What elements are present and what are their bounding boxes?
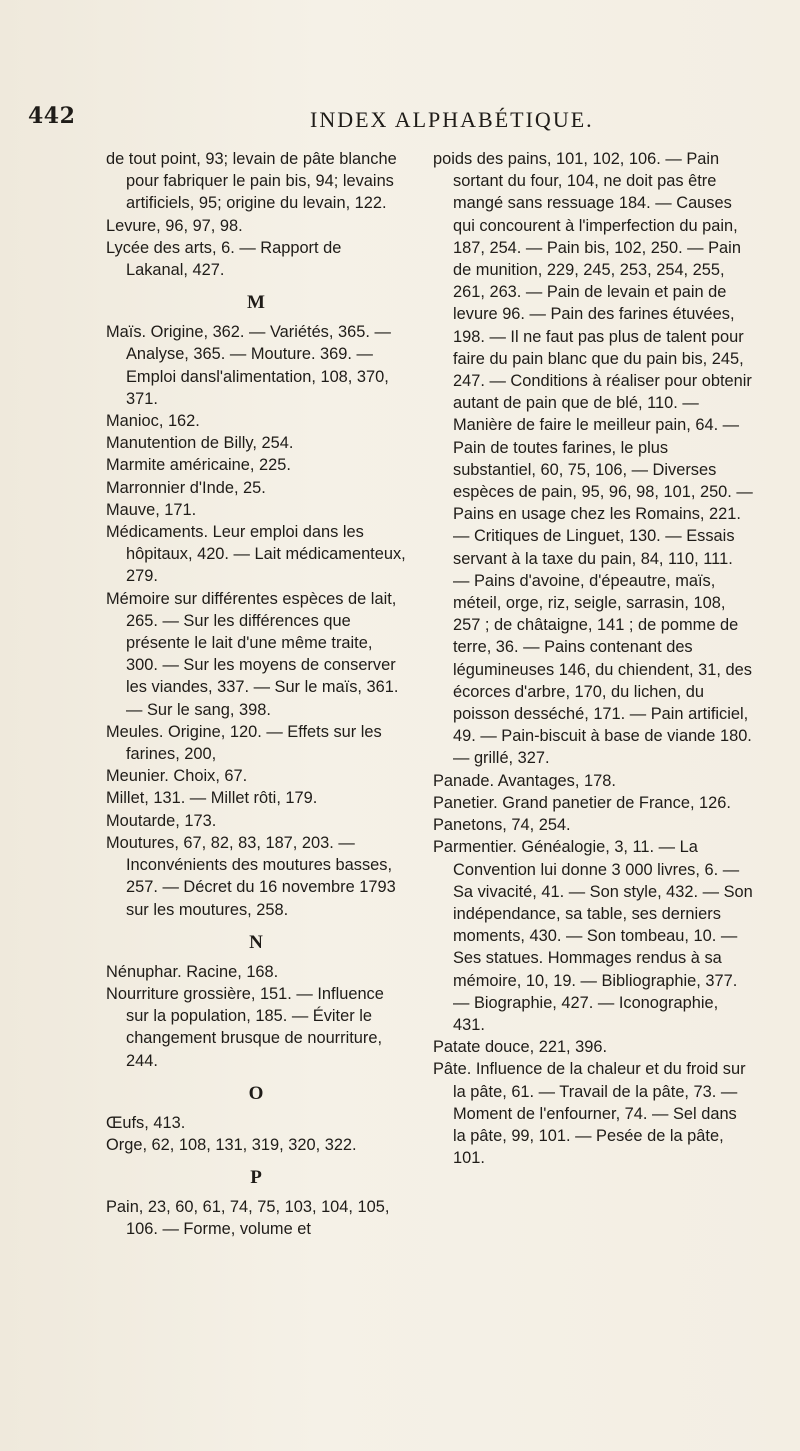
- index-entry: Parmentier. Généalogie, 3, 11. — La Convention lui donne 3 000 livres, 6. — Sa vivacité, 41. — Son style, 432. — Son indépendance, sa table, ses derniers moments, 430. — Son tombeau, 10. — Ses statues. Hommages rendus à sa mémoire, 10, 19. — Bibliographie, 377. — Biographie, 427. — Iconographie, 431.: [433, 838, 753, 1034]
- index-entry: Manioc, 162.: [106, 412, 200, 431]
- index-entry-continuation: poids des pains, 101, 102, 106. — Pain sortant du four, 104, ne doit pas être mangé sans ressuage 184. — Causes qui concourent à l'imperfection du pain, 187, 254. — Pain bis, 102, 250. — Pain de munition, 229, 245, 253, 254, 255, 261, 263. — Pain de levain et pain de levure 96. — Pain des farines étuvées, 198. — Il ne faut pas plus de talent pour faire du pain blanc que du pain bis, 245, 247. — Conditions à réaliser pour obtenir autant de pain que de blé, 110. — Manière de faire le meilleur pain, 64. — Pain de toutes farines, le plus substantiel, 60, 75, 106, — Diverses espèces de pain, 95, 96, 98, 101, 250. — Pains en usage chez les Romains, 221. — Critiques de Linguet, 130. — Essais servant à la taxe du pain, 84, 110, 111. — Pains d'avoine, d'épeautre, maïs, méteil, orge, riz, seigle, sarrasin, 108, 257 ; de châtaigne, 141 ; de pomme de terre, 36. — Pains contenant des légumineuses 146, du chiendent, 31, des écorces d'arbre, 170, du lichen, du poisson desséché, 171. — Pain artificiel, 49. — Pain-biscuit à base de viande 180. — grillé, 327.: [433, 150, 753, 768]
- section-letter-m: M: [247, 292, 265, 314]
- index-entry: Marronnier d'Inde, 25.: [106, 478, 266, 497]
- page-number: 442: [28, 103, 76, 129]
- index-entry: Manutention de Billy, 254.: [106, 434, 294, 453]
- index-entry: Pain, 23, 60, 61, 74, 75, 103, 104, 105, 106. — Forme, volume et: [106, 1198, 390, 1239]
- index-entry: Meunier. Choix, 67.: [106, 767, 248, 786]
- section-letter-p: P: [250, 1167, 262, 1189]
- index-entry: Marmite américaine, 225.: [106, 456, 291, 475]
- section-letter-n: N: [249, 931, 263, 953]
- index-entry: Œufs, 413.: [106, 1113, 186, 1132]
- index-entry: Mauve, 171.: [106, 500, 197, 519]
- index-entry: Nénuphar. Racine, 168.: [106, 962, 279, 981]
- section-letter-o: O: [248, 1082, 264, 1104]
- index-entry: Nourriture grossière, 151. — Influence sur la population, 185. — Éviter le changement brusque de nourriture, 244.: [106, 984, 384, 1070]
- page-header: [0, 103, 800, 133]
- index-entry: de tout point, 93; levain de pâte blanche pour fabriquer le pain bis, 94; levains artificiels, 95; origine du levain, 122.: [106, 150, 397, 213]
- left-column: [106, 148, 406, 1241]
- index-entry: Moutures, 67, 82, 83, 187, 203. — Inconvénients des moutures basses, 257. — Décret du 16 novembre 1793 sur les moutures, 258.: [106, 833, 396, 919]
- index-entry: Mémoire sur différentes espèces de lait, 265. — Sur les différences que présente le lait d'une même traite, 300. — Sur les moyens de conserver les viandes, 337. — Sur le maïs, 361. — Sur le sang, 398.: [106, 589, 399, 719]
- index-entry: Millet, 131. — Millet rôti, 179.: [106, 789, 318, 808]
- index-entry: Orge, 62, 108, 131, 319, 320, 322.: [106, 1135, 357, 1154]
- index-entry: Moutarde, 173.: [106, 811, 217, 830]
- index-entry: Meules. Origine, 120. — Effets sur les farines, 200,: [106, 722, 382, 764]
- index-entry: Médicaments. Leur emploi dans les hôpitaux, 420. — Lait médicamenteux, 279.: [106, 523, 406, 586]
- index-entry: Patate douce, 221, 396.: [433, 1038, 608, 1057]
- running-title: INDEX ALPHABÉTIQUE.: [310, 107, 594, 132]
- index-entry: Panetier. Grand panetier de France, 126.: [433, 793, 731, 812]
- index-entry: Levure, 96, 97, 98.: [106, 216, 243, 235]
- index-entry: Lycée des arts, 6. — Rapport de Lakanal, 427.: [106, 238, 342, 280]
- index-entry: Maïs. Origine, 362. — Variétés, 365. — Analyse, 365. — Mouture. 369. — Emploi dansl'alimentation, 108, 370, 371.: [106, 323, 391, 408]
- index-entry: Panade. Avantages, 178.: [433, 771, 616, 790]
- index-entry: Pâte. Influence de la chaleur et du froid sur la pâte, 61. — Travail de la pâte, 73. — Moment de l'enfourner, 74. — Sel dans la pâte, 99, 101. — Pesée de la pâte, 101.: [433, 1060, 746, 1168]
- right-column: [433, 148, 753, 1169]
- index-entry: Panetons, 74, 254.: [433, 816, 571, 835]
